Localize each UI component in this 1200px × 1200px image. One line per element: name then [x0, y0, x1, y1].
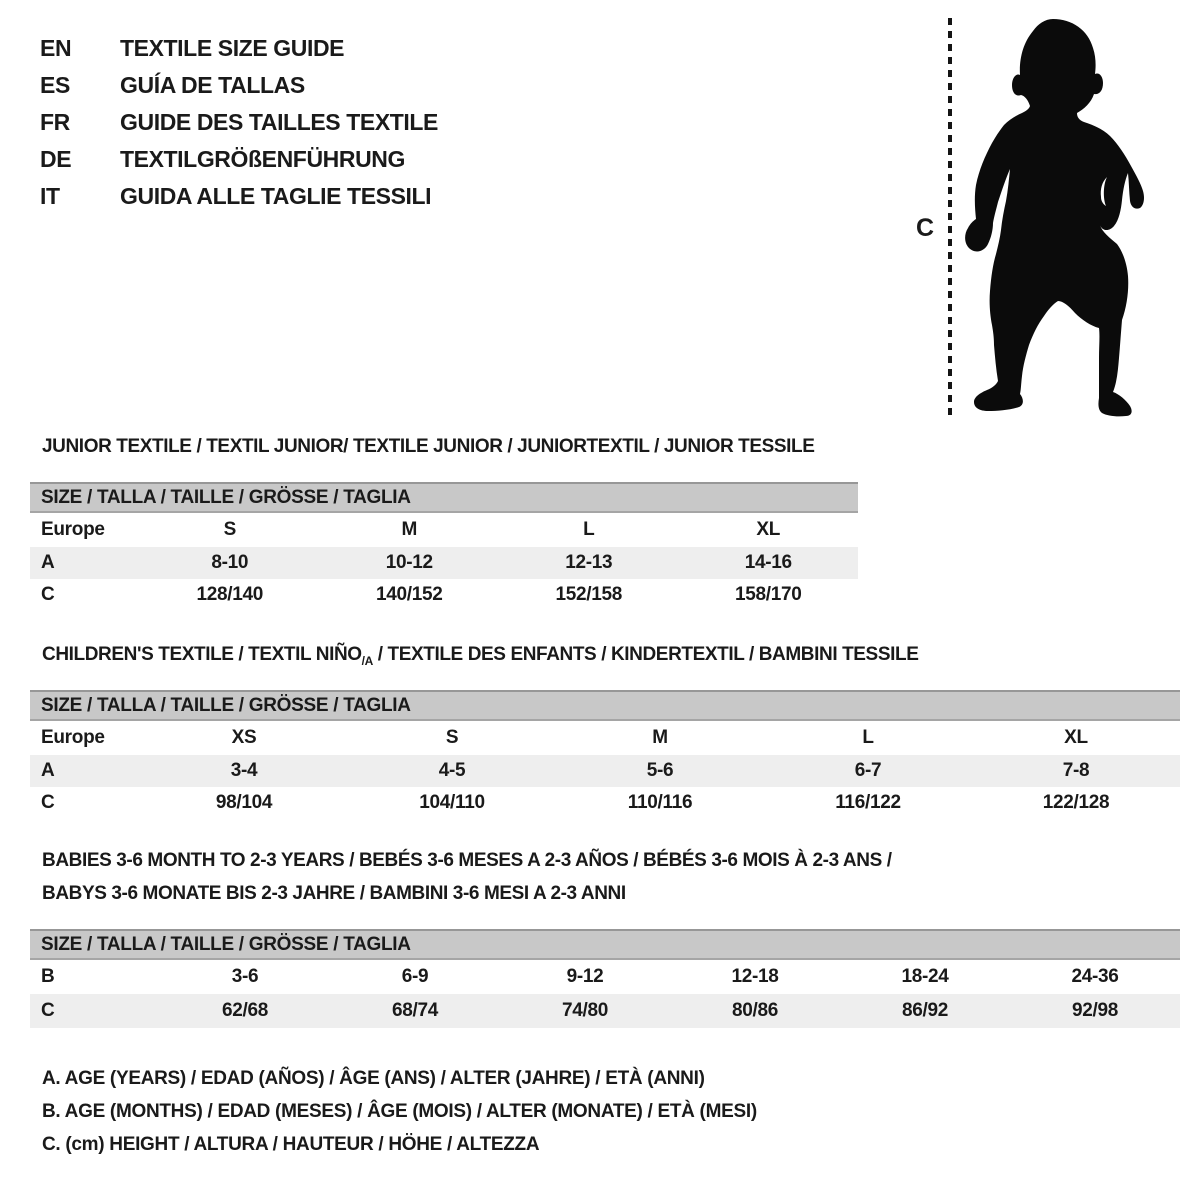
babies-section-title-line1: BABIES 3-6 MONTH TO 2-3 YEARS / BEBÉS 3-6 MESES A 2-3 AÑOS / BÉBÉS 3-6 MOIS À 2-3 ANS /	[42, 850, 892, 871]
footnote-a: A. AGE (YEARS) / EDAD (AÑOS) / ÂGE (ANS) / ALTER (JAHRE) / ETÀ (ANNI)	[42, 1068, 705, 1089]
children-title-text: / TEXTILE DES ENFANTS / KINDERTEXTIL / BAMBINI TESSILE	[372, 644, 919, 665]
size-value: 9-12	[566, 966, 604, 987]
row-label: B	[41, 966, 55, 987]
size-value: M	[652, 727, 668, 748]
size-value: 152/158	[555, 584, 623, 605]
row-label: A	[41, 760, 55, 781]
size-value: 6-7	[854, 760, 882, 781]
language-row	[40, 178, 438, 215]
size-value: 6-9	[401, 966, 429, 987]
guide-title: GUIDE DES TAILLES TEXTILE	[120, 109, 438, 135]
size-value: 3-6	[231, 966, 259, 987]
junior-size-table	[30, 482, 858, 611]
children-title-text: CHILDREN'S TEXTILE / TEXTIL NIÑO	[42, 644, 362, 665]
language-row	[40, 141, 438, 178]
guide-title: GUIDA ALLE TAGLIE TESSILI	[120, 183, 432, 209]
size-value: 18-24	[901, 966, 949, 987]
language-code: FR	[40, 109, 70, 135]
size-value: 80/86	[731, 1000, 779, 1021]
babies-section-title-line2: BABYS 3-6 MONATE BIS 2-3 JAHRE / BAMBINI 3-6 MESI A 2-3 ANNI	[42, 883, 626, 904]
size-value: XS	[231, 727, 257, 748]
size-value: 116/122	[835, 792, 901, 813]
children-size-table	[30, 690, 1180, 819]
size-value: 158/170	[734, 584, 802, 605]
size-value: 24-36	[1071, 966, 1119, 987]
size-value: M	[401, 519, 418, 540]
language-row	[40, 30, 438, 67]
size-value: XL	[1064, 727, 1088, 748]
size-value: 68/74	[391, 1000, 439, 1021]
size-value: 86/92	[901, 1000, 949, 1021]
row-label: C	[41, 792, 55, 813]
size-value: 98/104	[215, 792, 273, 813]
guide-title: TEXTILE SIZE GUIDE	[120, 35, 345, 61]
toddler-silhouette-icon	[960, 14, 1150, 424]
size-value: 140/152	[375, 584, 443, 605]
children-title-subscript: /A	[361, 653, 373, 668]
size-value: 62/68	[221, 1000, 269, 1021]
size-value: XL	[756, 519, 781, 540]
size-value: 128/140	[196, 584, 264, 605]
size-value: 74/80	[561, 1000, 609, 1021]
size-value: 8-10	[211, 552, 249, 573]
table-row	[30, 787, 1180, 819]
junior-section-title: JUNIOR TEXTILE / TEXTIL JUNIOR/ TEXTILE JUNIOR / JUNIORTEXTIL / JUNIOR TESSILE	[42, 436, 815, 457]
children-section-title	[42, 644, 918, 668]
table-row	[30, 994, 1180, 1028]
size-value: 10-12	[385, 552, 433, 573]
size-value: L	[583, 519, 595, 540]
size-value: 4-5	[438, 760, 466, 781]
size-value: 104/110	[419, 792, 485, 813]
table-row	[30, 960, 1180, 994]
table-row	[30, 755, 1180, 787]
size-value: 122/128	[1042, 792, 1110, 813]
language-title-list	[40, 30, 438, 215]
footnote-b: B. AGE (MONTHS) / EDAD (MESES) / ÂGE (MOIS) / ALTER (MONATE) / ETÀ (MESI)	[42, 1101, 757, 1122]
table-row	[30, 547, 858, 579]
language-code: EN	[40, 35, 72, 61]
size-header: SIZE / TALLA / TAILLE / GRÖSSE / TAGLIA	[30, 690, 1180, 721]
row-label: A	[41, 552, 55, 573]
size-header: SIZE / TALLA / TAILLE / GRÖSSE / TAGLIA	[30, 482, 858, 513]
size-value: 110/116	[627, 792, 693, 813]
row-label: Europe	[41, 727, 105, 748]
size-value: 12-18	[731, 966, 779, 987]
guide-title: GUÍA DE TALLAS	[120, 72, 305, 98]
language-code: ES	[40, 72, 70, 98]
language-code: DE	[40, 146, 72, 172]
guide-title: TEXTILGRÖßENFÜHRUNG	[120, 146, 405, 172]
size-header: SIZE / TALLA / TAILLE / GRÖSSE / TAGLIA	[30, 929, 1180, 960]
size-value: 12-13	[565, 552, 613, 573]
row-label: Europe	[41, 519, 105, 540]
table-row	[30, 513, 858, 547]
size-value: 14-16	[744, 552, 792, 573]
language-row	[40, 104, 438, 141]
height-measure-dashed-line	[948, 18, 952, 416]
height-measure-label: C	[916, 214, 935, 242]
footnote-c: C. (cm) HEIGHT / ALTURA / HAUTEUR / HÖHE / ALTEZZA	[42, 1134, 540, 1155]
table-row	[30, 579, 858, 611]
row-label: C	[41, 1000, 55, 1021]
size-value: S	[223, 519, 236, 540]
table-row	[30, 721, 1180, 755]
size-value: S	[445, 727, 459, 748]
size-value: 7-8	[1062, 760, 1090, 781]
footnote-list	[42, 1068, 757, 1167]
row-label: C	[41, 584, 55, 605]
size-value: 5-6	[646, 760, 674, 781]
size-value: 3-4	[230, 760, 258, 781]
size-value: L	[862, 727, 874, 748]
language-code: IT	[40, 183, 60, 209]
size-value: 92/98	[1071, 1000, 1119, 1021]
language-row	[40, 67, 438, 104]
babies-size-table	[30, 929, 1180, 1028]
